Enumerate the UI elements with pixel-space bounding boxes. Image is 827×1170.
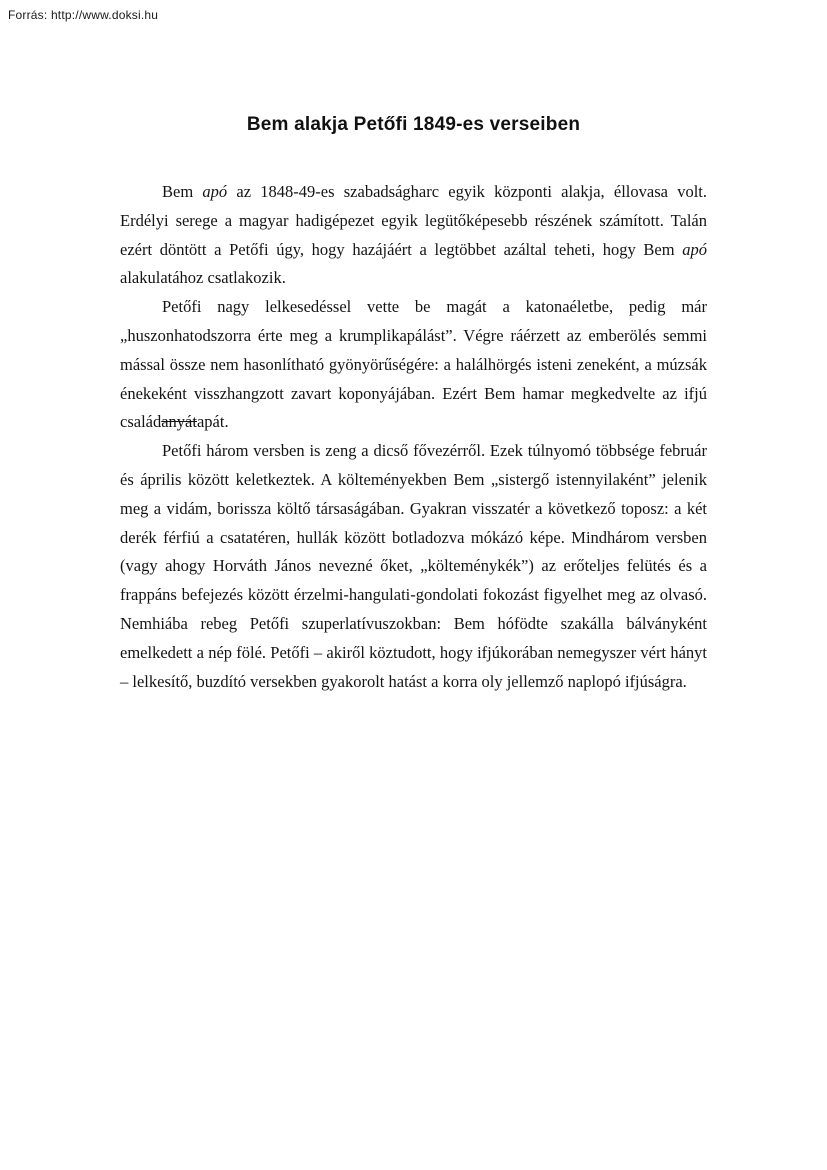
text-segment-normal: alakulatához csatlakozik. — [120, 268, 286, 288]
document-body — [120, 178, 707, 696]
text-segment-normal: az 1848-49-es szabadságharc egyik központi alakja, éllovasa volt. Erdélyi serege a magyar hadigépezet egyik legütőképesebb részének számított. Talán ezért döntött a Petőfi úgy, hogy hazájáért a legtöbbet azáltal teheti, hogy Bem — [120, 182, 707, 259]
text-segment-normal: Petőfi nagy lelkesedéssel vette be magát a katonaéletbe, pedig már „huszonhatodszorra érte meg a krumplikapálást”. Végre ráérzett az emberölés semmi mással össze nem hasonlítható gyönyörűségére: a halálhörgés isteni zeneként, a múzsák énekeként visszhangzott zavart koponyájában. Ezért Bem hamar megkedvelte az ifjú család — [120, 297, 707, 432]
text-segment-italic: apó — [202, 182, 228, 201]
paragraph — [120, 437, 707, 696]
document-title: Bem alakja Petőfi 1849-es verseiben — [246, 114, 581, 135]
text-segment-normal: Petőfi három versben is zeng a dicső fővezérről. Ezek túlnyomó többsége február és április között keletkeztek. A költeményekben Bem „sistergő istennyilaként” jelenik meg a vidám, borissza költő társaságában. Gyakran visszatér a következő toposz: a két derék férfiú a csatatéren, hullák között botladozva mókázó képe. Mindhárom versben (vagy ahogy Horváth János nevezné őket, „költeménykék”) az erőteljes felütés és a frappáns befejezés között érzelmi-hangulati-gondolati fokozást figyelhet meg az olvasó. Nemhiába rebeg Petőfi szuperlatívuszokban: Bem hófödte szakálla bálványként emelkedett a nép fölé. Petőfi – akiről köztudott, hogy ifjúkorában nemegyszer vért hányt – lelkesítő, buzdító versekben gyakorolt hatást a korra oly jellemző naplopó ifjúságra. — [120, 441, 707, 691]
text-segment-normal: Bem — [162, 182, 203, 201]
paragraph — [120, 178, 707, 293]
text-segment-italic: apó — [682, 239, 707, 259]
text-segment-normal: apát. — [196, 412, 229, 432]
paragraph — [120, 293, 707, 437]
source-label: Forrás: http://www.doksi.hu — [8, 8, 159, 22]
text-segment-strike: anyát — [161, 412, 197, 432]
